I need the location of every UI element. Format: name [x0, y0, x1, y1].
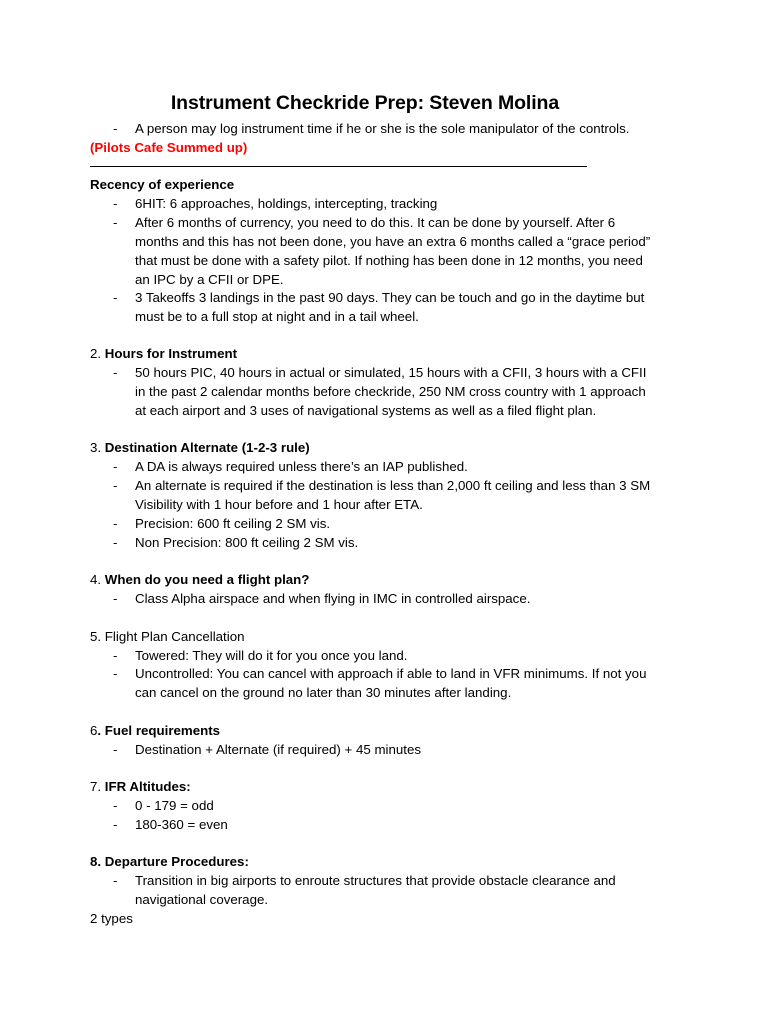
bullet-dash: -: [113, 365, 118, 380]
recency-bullet-2-line-2: months and this has not been done, you have an extra 6 months called a “grace period”: [135, 234, 651, 249]
bullet-dash: -: [113, 648, 118, 663]
hours-number: 2.: [90, 346, 102, 361]
cancellation-bullet-2: [135, 664, 695, 702]
hours-bullet-1-line-3: at each airport and 3 uses of navigational systems as well as a filed flight plan.: [135, 403, 597, 418]
departure-bullet-1-line-1: Transition in big airports to enroute structures that provide obstacle clearance and: [135, 873, 616, 888]
bullet-dash: -: [113, 290, 118, 305]
altitudes-heading: [90, 777, 191, 796]
alternate-bullet-1: A DA is always required unless there’s an IAP published.: [135, 459, 468, 474]
pilots-cafe-label: (Pilots Cafe Summed up): [90, 140, 248, 155]
cancellation-heading: 5. Flight Plan Cancellation: [90, 629, 245, 644]
hours-title: Hours for Instrument: [104, 346, 238, 361]
altitudes-bullet-2: 180-360 = even: [135, 817, 228, 832]
altitudes-bullet-1: 0 - 179 = odd: [135, 798, 214, 813]
alternate-heading: [90, 438, 310, 457]
fuel-title: . Fuel requirements: [97, 723, 221, 738]
departure-bullet-1-line-2: navigational coverage.: [135, 892, 269, 907]
recency-bullet-2: [135, 213, 695, 289]
altitudes-title: IFR Altitudes:: [104, 779, 191, 794]
recency-bullet-3-line-1: 3 Takeoffs 3 landings in the past 90 days. They can be touch and go in the daytime but: [135, 290, 645, 305]
bullet-dash: -: [113, 798, 118, 813]
recency-bullet-3: [135, 288, 695, 326]
fuel-heading: [90, 721, 220, 740]
flightplan-title: When do you need a flight plan?: [104, 572, 310, 587]
recency-bullet-2-line-1: After 6 months of currency, you need to do this. It can be done by yourself. After 6: [135, 215, 616, 230]
alternate-title: Destination Alternate (1-2-3 rule): [104, 440, 310, 455]
bullet-dash: -: [113, 121, 118, 136]
page-title: Instrument Checkride Prep: Steven Molina: [170, 92, 560, 114]
hours-heading: [90, 344, 237, 363]
bullet-dash: -: [113, 666, 118, 681]
recency-bullet-2-line-3: that must be done with a safety pilot. If nothing has been done in 12 months, you need: [135, 253, 643, 268]
bullet-dash: -: [113, 873, 118, 888]
bullet-dash: -: [113, 742, 118, 757]
cancellation-bullet-2-line-1: Uncontrolled: You can cancel with approach if able to land in VFR minimums. If not you: [135, 666, 647, 681]
bullet-dash: -: [113, 215, 118, 230]
alternate-bullet-2: [135, 476, 695, 514]
alternate-number: 3.: [90, 440, 102, 455]
recency-bullet-2-line-4: an IPC by a CFII or DPE.: [135, 272, 284, 287]
flightplan-number: 4.: [90, 572, 102, 587]
fuel-number: 6: [90, 723, 98, 738]
horizontal-rule: [90, 166, 587, 167]
departure-footer: 2 types: [90, 911, 133, 926]
bullet-dash: -: [113, 516, 118, 531]
departure-bullet-1: [135, 871, 695, 909]
intro-bullet: A person may log instrument time if he or she is the sole manipulator of the controls.: [135, 121, 630, 136]
departure-heading: 8. Departure Procedures:: [90, 854, 249, 869]
bullet-dash: -: [113, 817, 118, 832]
bullet-dash: -: [113, 196, 118, 211]
alternate-bullet-2-line-2: Visibility with 1 hour before and 1 hour after ETA.: [135, 497, 423, 512]
bullet-dash: -: [113, 591, 118, 606]
bullet-dash: -: [113, 459, 118, 474]
altitudes-number: 7.: [90, 779, 102, 794]
cancellation-bullet-2-line-2: can cancel on the ground no later than 30 minutes after landing.: [135, 685, 512, 700]
hours-bullet-1-line-1: 50 hours PIC, 40 hours in actual or simulated, 15 hours with a CFII, 3 hours with a CFII: [135, 365, 647, 380]
bullet-dash: -: [113, 478, 118, 493]
flightplan-bullet-1: Class Alpha airspace and when flying in IMC in controlled airspace.: [135, 591, 531, 606]
flightplan-heading: [90, 570, 309, 589]
fuel-bullet-1: Destination + Alternate (if required) + 45 minutes: [135, 742, 422, 757]
hours-bullet-1: [135, 363, 695, 420]
alternate-bullet-4: Non Precision: 800 ft ceiling 2 SM vis.: [135, 535, 359, 550]
cancellation-bullet-1: Towered: They will do it for you once you land.: [135, 648, 408, 663]
hours-bullet-1-line-2: in the past 2 calendar months before checkride, 250 NM cross country with 1 approach: [135, 384, 646, 399]
alternate-bullet-3: Precision: 600 ft ceiling 2 SM vis.: [135, 516, 331, 531]
bullet-dash: -: [113, 535, 118, 550]
alternate-bullet-2-line-1: An alternate is required if the destination is less than 2,000 ft ceiling and less than 3 SM: [135, 478, 651, 493]
recency-bullet-1: 6HIT: 6 approaches, holdings, intercepting, tracking: [135, 196, 438, 211]
recency-heading: Recency of experience: [90, 177, 235, 192]
recency-bullet-3-line-2: must be to a full stop at night and in a tail wheel.: [135, 309, 419, 324]
